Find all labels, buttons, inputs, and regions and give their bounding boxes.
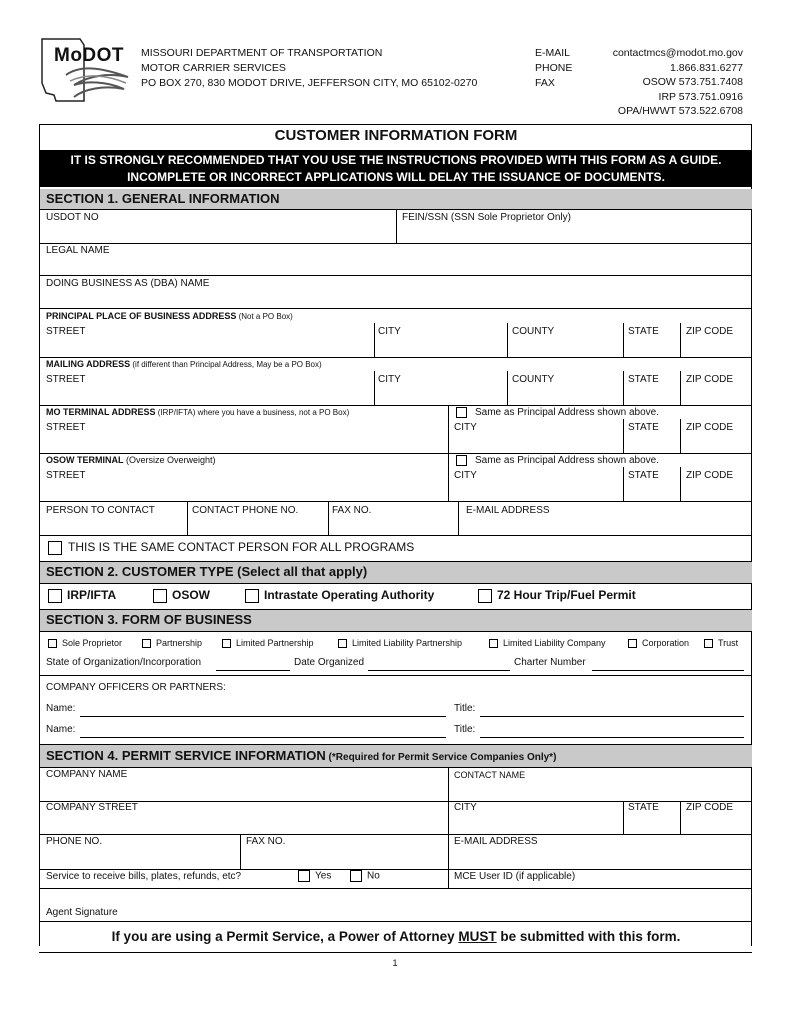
intrastate-authority-label: Intrastate Operating Authority [264, 588, 435, 602]
corporation-checkbox[interactable] [628, 639, 637, 648]
mo-terminal-state-field[interactable]: STATE [628, 422, 659, 433]
page-number: 1 [392, 958, 398, 968]
service-bills-label: Service to receive bills, plates, refunds, etc? [46, 871, 242, 882]
logo-text: MoDOT [54, 45, 125, 66]
warning-banner: IT IS STRONGLY RECOMMENDED THAT YOU USE THE INSTRUCTIONS PROVIDED WITH THIS FORM AS A GUIDE. INCOMPLETE OR INCORRECT APPLICATIONS WILL DELAY THE ISSUANCE OF DOCUMENTS. [40, 150, 752, 187]
date-organized-field[interactable] [368, 657, 510, 671]
osow-terminal-same-checkbox[interactable] [456, 455, 467, 466]
mailing-street-field[interactable]: STREET [46, 374, 86, 385]
company-name-field[interactable]: COMPANY NAME [46, 769, 128, 780]
same-contact-label: THIS IS THE SAME CONTACT PERSON FOR ALL PROGRAMS [68, 540, 415, 554]
date-organized-label: Date Organized [294, 657, 365, 668]
section-4-header: SECTION 4. PERMIT SERVICE INFORMATION (*Required for Permit Service Companies Only*) [40, 745, 752, 767]
officer-1-title-field[interactable] [480, 702, 744, 717]
trip-fuel-permit-checkbox[interactable] [478, 589, 492, 603]
modot-logo [40, 37, 132, 103]
principal-street-field[interactable]: STREET [46, 326, 86, 337]
form-title: CUSTOMER INFORMATION FORM [274, 127, 518, 144]
osow-checkbox[interactable] [153, 589, 167, 603]
officer-1-name-field[interactable] [80, 702, 446, 717]
intrastate-authority-checkbox[interactable] [245, 589, 259, 603]
trust-checkbox[interactable] [704, 639, 713, 648]
principal-county-field[interactable]: COUNTY [512, 326, 555, 337]
dba-field[interactable]: DOING BUSINESS AS (DBA) NAME [46, 278, 210, 289]
contact-phone-field[interactable]: CONTACT PHONE NO. [192, 505, 299, 516]
officers-heading: COMPANY OFFICERS OR PARTNERS: [46, 682, 226, 693]
section-1-header: SECTION 1. GENERAL INFORMATION [40, 189, 752, 209]
osow-street-field[interactable]: STREET [46, 470, 86, 481]
agent-signature-field[interactable]: Agent Signature [46, 907, 118, 918]
principal-state-field[interactable]: STATE [628, 326, 659, 337]
mce-user-id-field[interactable]: MCE User ID (if applicable) [454, 871, 576, 882]
legal-name-field[interactable]: LEGAL NAME [46, 245, 110, 256]
mailing-address-heading: MAILING ADDRESS (if different than Principal Address, May be a PO Box) [46, 359, 322, 369]
irp-ifta-checkbox[interactable] [48, 589, 62, 603]
mo-terminal-same-checkbox[interactable] [456, 407, 467, 418]
mo-terminal-street-field[interactable]: STREET [46, 422, 86, 433]
officer-1-title-label: Title: [454, 703, 476, 714]
principal-city-field[interactable]: CITY [378, 326, 401, 337]
company-state-field[interactable]: STATE [628, 802, 659, 813]
fein-field[interactable]: FEIN/SSN (SSN Sole Proprietor Only) [402, 212, 571, 223]
customer-information-form: CUSTOMER INFORMATION FORM IT IS STRONGLY RECOMMENDED THAT YOU USE THE INSTRUCTIONS PROVIDED WITH THIS FORM AS A GUIDE. INCOMPLETE OR INCORRECT APPLICATIONS WILL DELAY THE ISSUANCE OF DOCUMENTS. SECTION 1. GENERAL INFORMATION USDOT NO FEIN/SSN (SSN Sole Proprietor Only) LEGAL NAME DOING BUSINESS AS (DBA) NAME PRINCIPAL PLACE OF BUSINESS ADDRESS (Not a PO Box) STREET CITY COUNTY STATE ZIP CODE MAILING ADDRESS (if different than Principal Address, May be a PO Box) STREET CITY COUNTY STATE ZIP CODE MO TERMINAL ADDRESS (IRP/IFTA) where you have a business, not a PO Box) Same as Principal Address shown above. STREET CITY STATE ZIP CODE OSOW TERMINAL (Oversize Overweight) Same as Principal Address shown above. STREET CITY STATE ZIP CODE PERSON TO CONTACT CONTACT PHONE NO. FAX NO. E-MAIL ADDRESS THIS IS THE SAME CONTACT PERSON FOR ALL PROGRAMS SECTION 2. CUSTOMER TYPE (Select all that apply) IRP/IFTA OSOW Intrastate Operating Authority 72 Hour Trip/Fuel Permit SECTION 3. FORM OF BUSINESS Sole Proprietor Partnership Limited Partnership Limited Liability Partnership Limited Liability Company Corporation Trust State of Organization/Incorporation Date Organized Charter Number COMPANY OFFICERS OR PARTNERS: Name: Title: Name: Title: SECTION 4. PERMIT SERVICE INFORMATION (*Required for Permit Service Companies Only*) COMPANY NAME CONTACT NAME COMPANY STREET CITY STATE ZIP CODE PHONE NO. FAX NO. E-MAIL ADDRESS Service to receive bills, plates, refunds, etc? Yes No MCE User ID (if applicable) Agent Signature If you are using a Permit Service, a Power of Attorney MUST be submitted with this form. [39, 124, 752, 946]
fax-osow-value: OSOW 573.751.7408 [642, 76, 743, 89]
company-email-field[interactable]: E-MAIL ADDRESS [454, 836, 538, 847]
phone-value: 1.866.831.6277 [670, 61, 743, 74]
email-value: contactmcs@modot.mo.gov [612, 47, 743, 59]
officer-2-title-field[interactable] [480, 723, 744, 738]
person-to-contact-field[interactable]: PERSON TO CONTACT [46, 505, 155, 516]
officer-2-name-field[interactable] [80, 723, 446, 738]
section-3-header: SECTION 3. FORM OF BUSINESS [40, 610, 752, 631]
mailing-city-field[interactable]: CITY [378, 374, 401, 385]
company-fax-field[interactable]: FAX NO. [246, 836, 286, 847]
sole-proprietor-checkbox[interactable] [48, 639, 57, 648]
section-2-header: SECTION 2. CUSTOMER TYPE (Select all that apply) [40, 562, 752, 583]
principal-zip-field[interactable]: ZIP CODE [686, 326, 734, 337]
mailing-state-field[interactable]: STATE [628, 374, 659, 385]
fax-no-field[interactable]: FAX NO. [332, 505, 372, 516]
same-contact-checkbox[interactable] [48, 541, 62, 555]
mailing-county-field[interactable]: COUNTY [512, 374, 555, 385]
service-no-checkbox[interactable] [350, 870, 362, 882]
permit-service-note: If you are using a Permit Service, a Power of Attorney MUST be submitted with this form. [111, 929, 681, 944]
contact-values [613, 46, 743, 119]
trip-fuel-permit-label: 72 Hour Trip/Fuel Permit [497, 588, 636, 602]
mo-terminal-city-field[interactable]: CITY [454, 422, 477, 433]
email-address-field[interactable]: E-MAIL ADDRESS [466, 505, 550, 516]
charter-number-label: Charter Number [514, 657, 586, 668]
osow-state-field[interactable]: STATE [628, 470, 659, 481]
contact-name-field[interactable]: CONTACT NAME [454, 770, 526, 780]
partnership-checkbox[interactable] [142, 639, 151, 648]
state-of-organization-label: State of Organization/Incorporation [46, 657, 202, 668]
llp-checkbox[interactable] [338, 639, 347, 648]
state-of-organization-field[interactable] [216, 657, 290, 671]
officer-2-name-label: Name: [46, 724, 76, 735]
osow-zip-field[interactable]: ZIP CODE [686, 470, 734, 481]
officer-2-title-label: Title: [454, 724, 476, 735]
osow-terminal-same-label: Same as Principal Address shown above. [475, 455, 659, 467]
irp-ifta-label: IRP/IFTA [67, 588, 117, 602]
usdot-field[interactable]: USDOT NO [46, 212, 99, 223]
charter-number-field[interactable] [592, 657, 744, 671]
osow-city-field[interactable]: CITY [454, 470, 477, 481]
company-phone-field[interactable]: PHONE NO. [46, 836, 103, 847]
contact-labels: E-MAIL PHONE FAX [535, 47, 573, 89]
limited-partnership-checkbox[interactable] [222, 639, 231, 648]
page-header [0, 0, 790, 120]
mailing-zip-field[interactable]: ZIP CODE [686, 374, 734, 385]
company-street-field[interactable]: COMPANY STREET [46, 802, 138, 813]
company-zip-field[interactable]: ZIP CODE [686, 802, 734, 813]
service-yes-checkbox[interactable] [298, 870, 310, 882]
company-city-field[interactable]: CITY [454, 802, 477, 813]
fax-irp-value: IRP 573.751.0916 [658, 90, 743, 103]
llc-checkbox[interactable] [489, 639, 498, 648]
osow-terminal-heading: OSOW TERMINAL (Oversize Overweight) [46, 455, 216, 465]
mo-terminal-zip-field[interactable]: ZIP CODE [686, 422, 734, 433]
mo-terminal-heading: MO TERMINAL ADDRESS (IRP/IFTA) where you have a business, not a PO Box) [46, 407, 350, 417]
fax-opa-value: OPA/HWWT 573.522.6708 [617, 105, 743, 118]
officer-1-name-label: Name: [46, 703, 76, 714]
agency-address: MISSOURI DEPARTMENT OF TRANSPORTATION MOTOR CARRIER SERVICES PO BOX 270, 830 MODOT DRIVE, JEFFERSON CITY, MO 65102-0270 [141, 47, 478, 89]
principal-address-heading: PRINCIPAL PLACE OF BUSINESS ADDRESS (Not a PO Box) [46, 311, 293, 321]
mo-terminal-same-label: Same as Principal Address shown above. [475, 407, 659, 419]
osow-label: OSOW [172, 588, 210, 602]
